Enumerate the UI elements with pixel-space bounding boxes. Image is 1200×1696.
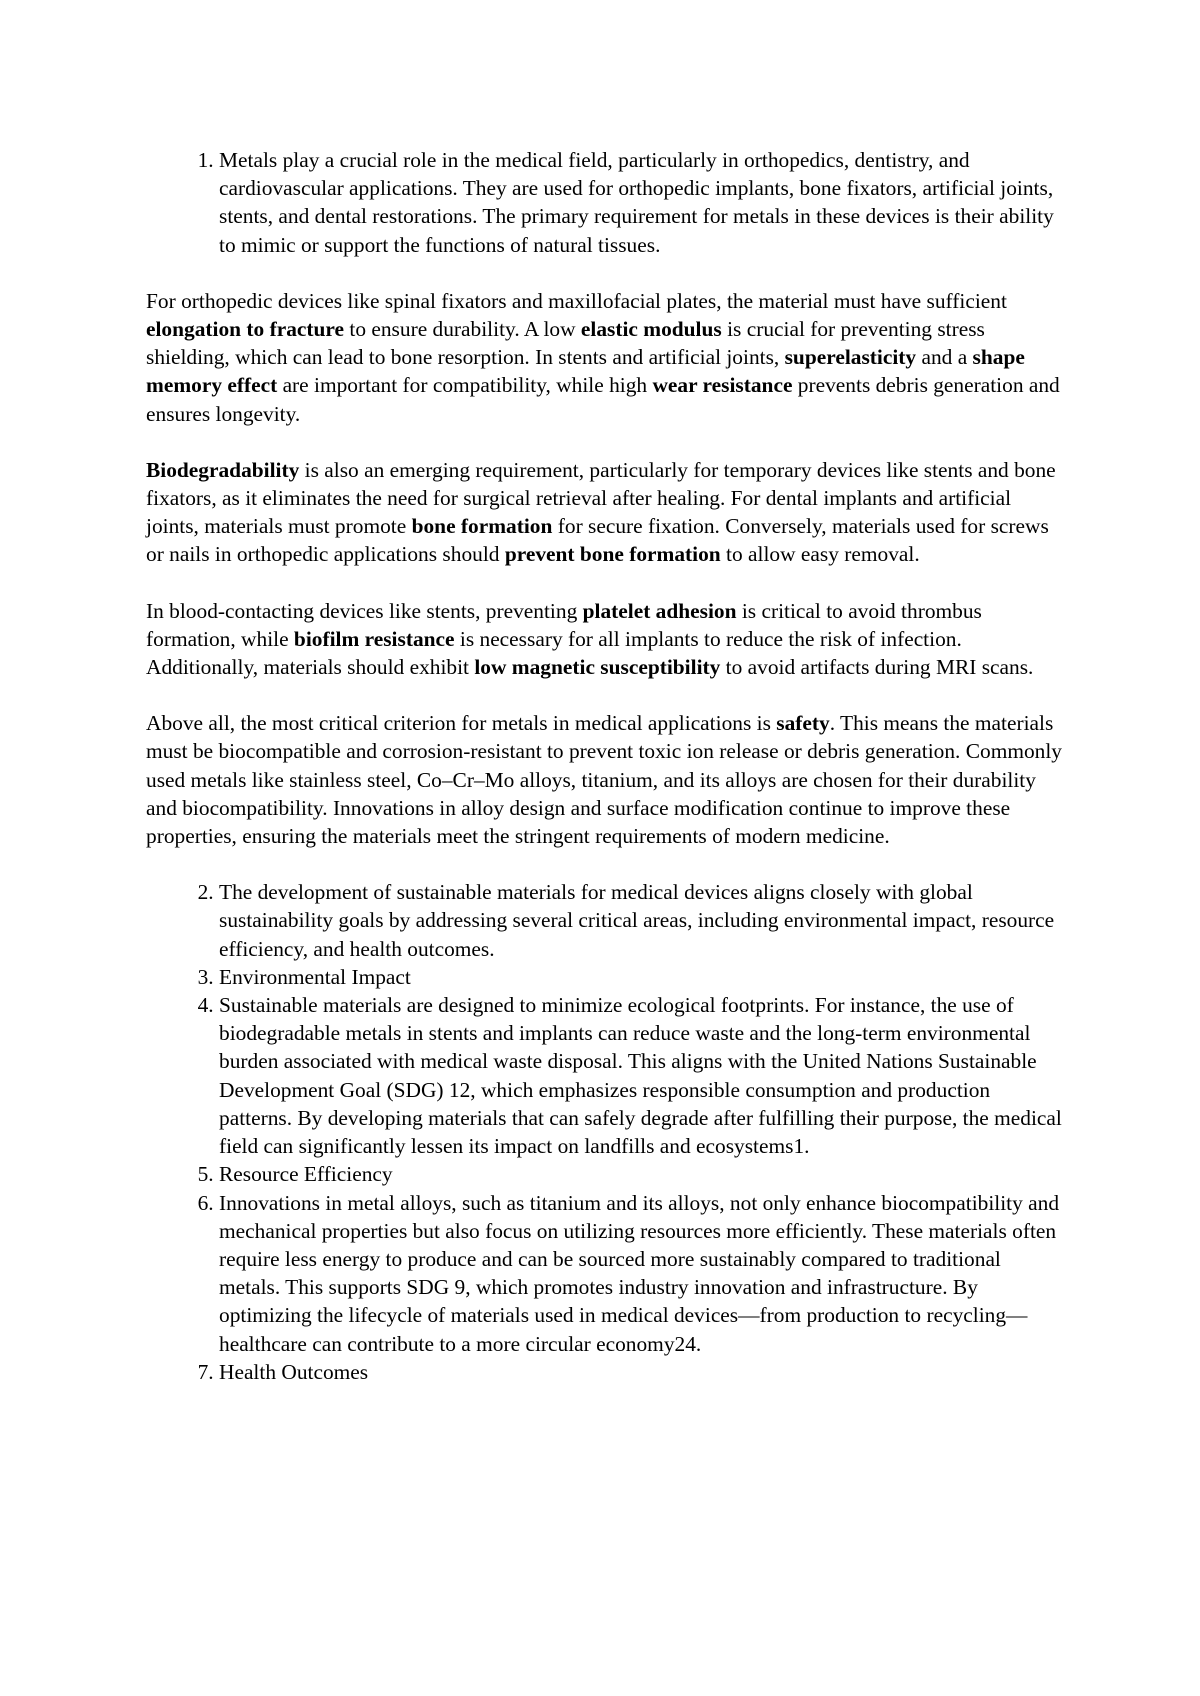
- text-run: is critical to avoid thrombus formation, while: [146, 598, 982, 651]
- bold-term: Biodegradability: [146, 457, 300, 482]
- text-run: is also an emerging requirement, particularly for temporary devices like stents and bone fixators, as it eliminates the need for surgical retrieval after healing. For dental implants and artificial joints, materials must promote: [146, 457, 1056, 539]
- bold-term: low magnetic susceptibility: [474, 655, 721, 680]
- list-item-heading: 5. Resource Efficiency: [219, 1160, 1066, 1188]
- bold-term: prevent bone formation: [504, 542, 721, 567]
- text-run: are important for compatibility, while high: [277, 373, 653, 398]
- bold-term: bone formation: [411, 514, 553, 539]
- bold-term: biofilm resistance: [293, 626, 455, 651]
- text-run: . This means the materials must be biocompatible and corrosion-resistant to prevent toxic ion release or debris generation. Commonly used metals like stainless steel, Co–Cr–Mo alloys, titanium, and its alloys are chosen for their durability and biocompatibility. Innovations in alloy design and surface modification continue to improve these properties, ensuring the materials meet the stringent requirements of modern medicine.: [146, 711, 1062, 849]
- bold-term: elongation to fracture: [146, 317, 345, 342]
- bold-term: wear resistance: [652, 373, 793, 398]
- numbered-list: [146, 878, 1066, 1386]
- list-item: 1. Metals play a crucial role in the medical field, particularly in orthopedics, dentistry, and cardiovascular applications. They are used for orthopedic implants, bone fixators, artificial joints, stents, and dental restorations. The primary requirement for metals in these devices is their ability to mimic or support the functions of natural tissues.: [219, 146, 1066, 259]
- bold-term: platelet adhesion: [582, 598, 737, 623]
- paragraph-blood-contacting: [146, 597, 1066, 682]
- text-run: to allow easy removal.: [720, 542, 920, 567]
- list-item: 6. Innovations in metal alloys, such as titanium and its alloys, not only enhance biocompatibility and mechanical properties but also focus on utilizing resources more efficiently. These materials often require less energy to produce and can be sourced more sustainably compared to traditional metals. This supports SDG 9, which promotes industry innovation and infrastructure. By optimizing the lifecycle of materials used in medical devices—from production to recycling—healthcare can contribute to a more circular economy24.: [219, 1189, 1066, 1358]
- paragraph-mechanical-requirements: [146, 287, 1066, 428]
- list-item: 4. Sustainable materials are designed to minimize ecological footprints. For instance, the use of biodegradable metals in stents and implants can reduce waste and the long-term environmental burden associated with medical waste disposal. This aligns with the United Nations Sustainable Development Goal (SDG) 12, which emphasizes responsible consumption and production patterns. By developing materials that can safely degrade after fulfilling their purpose, the medical field can significantly lessen its impact on landfills and ecosystems1.: [219, 991, 1066, 1160]
- bold-term: safety: [776, 711, 830, 736]
- paragraph-safety: [146, 709, 1066, 850]
- paragraph-biodegradability: [146, 456, 1066, 569]
- text-run: prevents debris generation and ensures longevity.: [146, 373, 1060, 426]
- bold-term: shape memory effect: [146, 345, 1025, 398]
- list-item-heading: 3. Environmental Impact: [219, 963, 1066, 991]
- text-run: is necessary for all implants to reduce the risk of infection. Additionally, materials should exhibit: [146, 626, 962, 680]
- text-run: to avoid artifacts during MRI scans.: [720, 655, 1034, 680]
- list-item: 2. The development of sustainable materials for medical devices aligns closely with global sustainability goals by addressing several critical areas, including environmental impact, resource efficiency, and health outcomes.: [219, 878, 1066, 963]
- bold-term: elastic modulus: [580, 317, 722, 342]
- text-run: to ensure durability. A low: [344, 317, 581, 342]
- text-run: Above all, the most critical criterion for metals in medical applications is: [146, 711, 777, 736]
- text-run: for secure fixation. Conversely, materials used for screws or nails in orthopedic applications should: [146, 514, 1049, 567]
- bold-term: superelasticity: [784, 345, 917, 370]
- text-run: and a: [916, 345, 973, 370]
- list-item-heading: 7. Health Outcomes: [219, 1358, 1066, 1386]
- text-run: is crucial for preventing stress shielding, which can lead to bone resorption. In stents and artificial joints,: [146, 317, 985, 370]
- document-body: [146, 146, 1066, 1386]
- numbered-list: [146, 146, 1066, 259]
- text-run: In blood-contacting devices like stents, preventing: [146, 598, 583, 623]
- text-run: For orthopedic devices like spinal fixators and maxillofacial plates, the material must have sufficient: [146, 288, 1007, 313]
